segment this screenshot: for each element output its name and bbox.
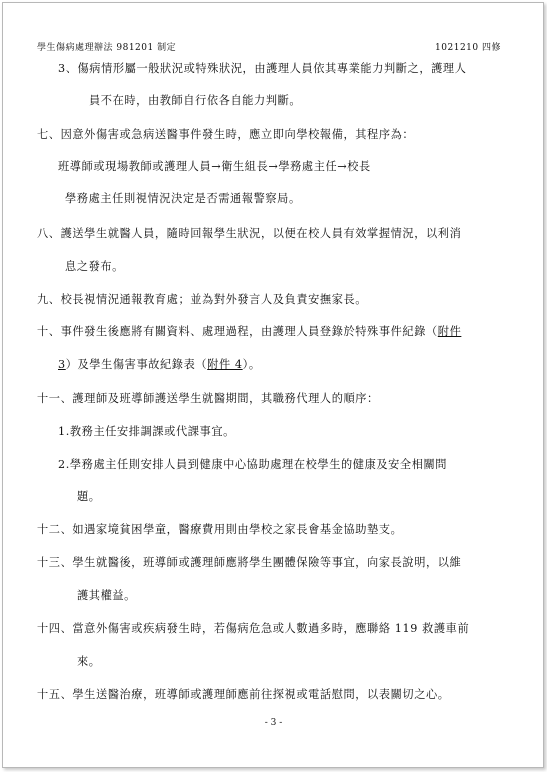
page-number: - 3 -	[264, 718, 283, 728]
text-line: 學務處主任則視情況決定是否需通報警察局。	[65, 192, 301, 205]
text-line: 2.學務處主任則安排人員到健康中心協助處理在校學生的健康及安全相關問	[58, 458, 448, 471]
item-10-text: ）及學生傷害事故紀錄表（	[65, 358, 208, 371]
attachment-4-link[interactable]: 附件 4	[207, 358, 243, 371]
text-line: 十一、護理師及班導師護送學生就醫期間，其職務代理人的順序：	[37, 392, 379, 405]
attachment-3-link[interactable]: 附件	[437, 325, 462, 338]
text-line: 1.教務主任安排調課或代課事宜。	[58, 425, 235, 438]
header-right: 1021210 四修	[435, 43, 501, 53]
text-line: 十三、學生就醫後，班導師或護理師應將學生團體保險等事宜，向家長說明，以維	[37, 556, 462, 569]
text-line: 護其權益。	[77, 589, 136, 602]
header-left: 學生傷病處理辦法 981201 制定	[37, 43, 177, 53]
text-line: 七、因意外傷害或急病送醫事件發生時，應立即向學校報備，其程序為：	[37, 128, 415, 141]
text-line: 十五、學生送醫治療，班導師或護理師應前往探視或電話慰問，以表關切之心。	[37, 688, 450, 701]
text-line: 八、護送學生就醫人員，隨時回報學生狀況，以便在校人員有效掌握情況，以利消	[37, 227, 462, 240]
text-line: 十二、如遇家境貧困學童，醫療費用則由學校之家長會基金協助墊支。	[37, 523, 403, 536]
item-10-text: ）。	[242, 358, 261, 371]
text-line: 員不在時，由教師自行依各自能力判斷。	[89, 94, 302, 107]
text-line: 3、傷病情形屬一般狀況或特殊狀況，由護理人員依其專業能力判斷之，護理人	[58, 62, 467, 75]
text-line: 題。	[77, 490, 101, 503]
item-10-line-2	[58, 356, 261, 372]
text-line: 十四、當意外傷害或疾病發生時，若傷病危急或人數過多時，應聯絡 119 救護車前	[37, 622, 470, 635]
text-line: 九、校長視情況通報教育處；並為對外發言人及負責安撫家長。	[37, 293, 368, 306]
item-10-text: 十、事件發生後應將有關資料、處理過程，由護理人員登錄於特殊事件紀錄（	[37, 325, 438, 338]
text-line: 來。	[77, 655, 101, 668]
text-line: 班導師或現場教師或護理人員→衛生組長→學務處主任→校長	[58, 160, 371, 173]
text-line: 息之發布。	[65, 260, 124, 273]
attachment-3-number[interactable]: 3	[58, 358, 66, 371]
item-10-line-1	[37, 323, 461, 339]
